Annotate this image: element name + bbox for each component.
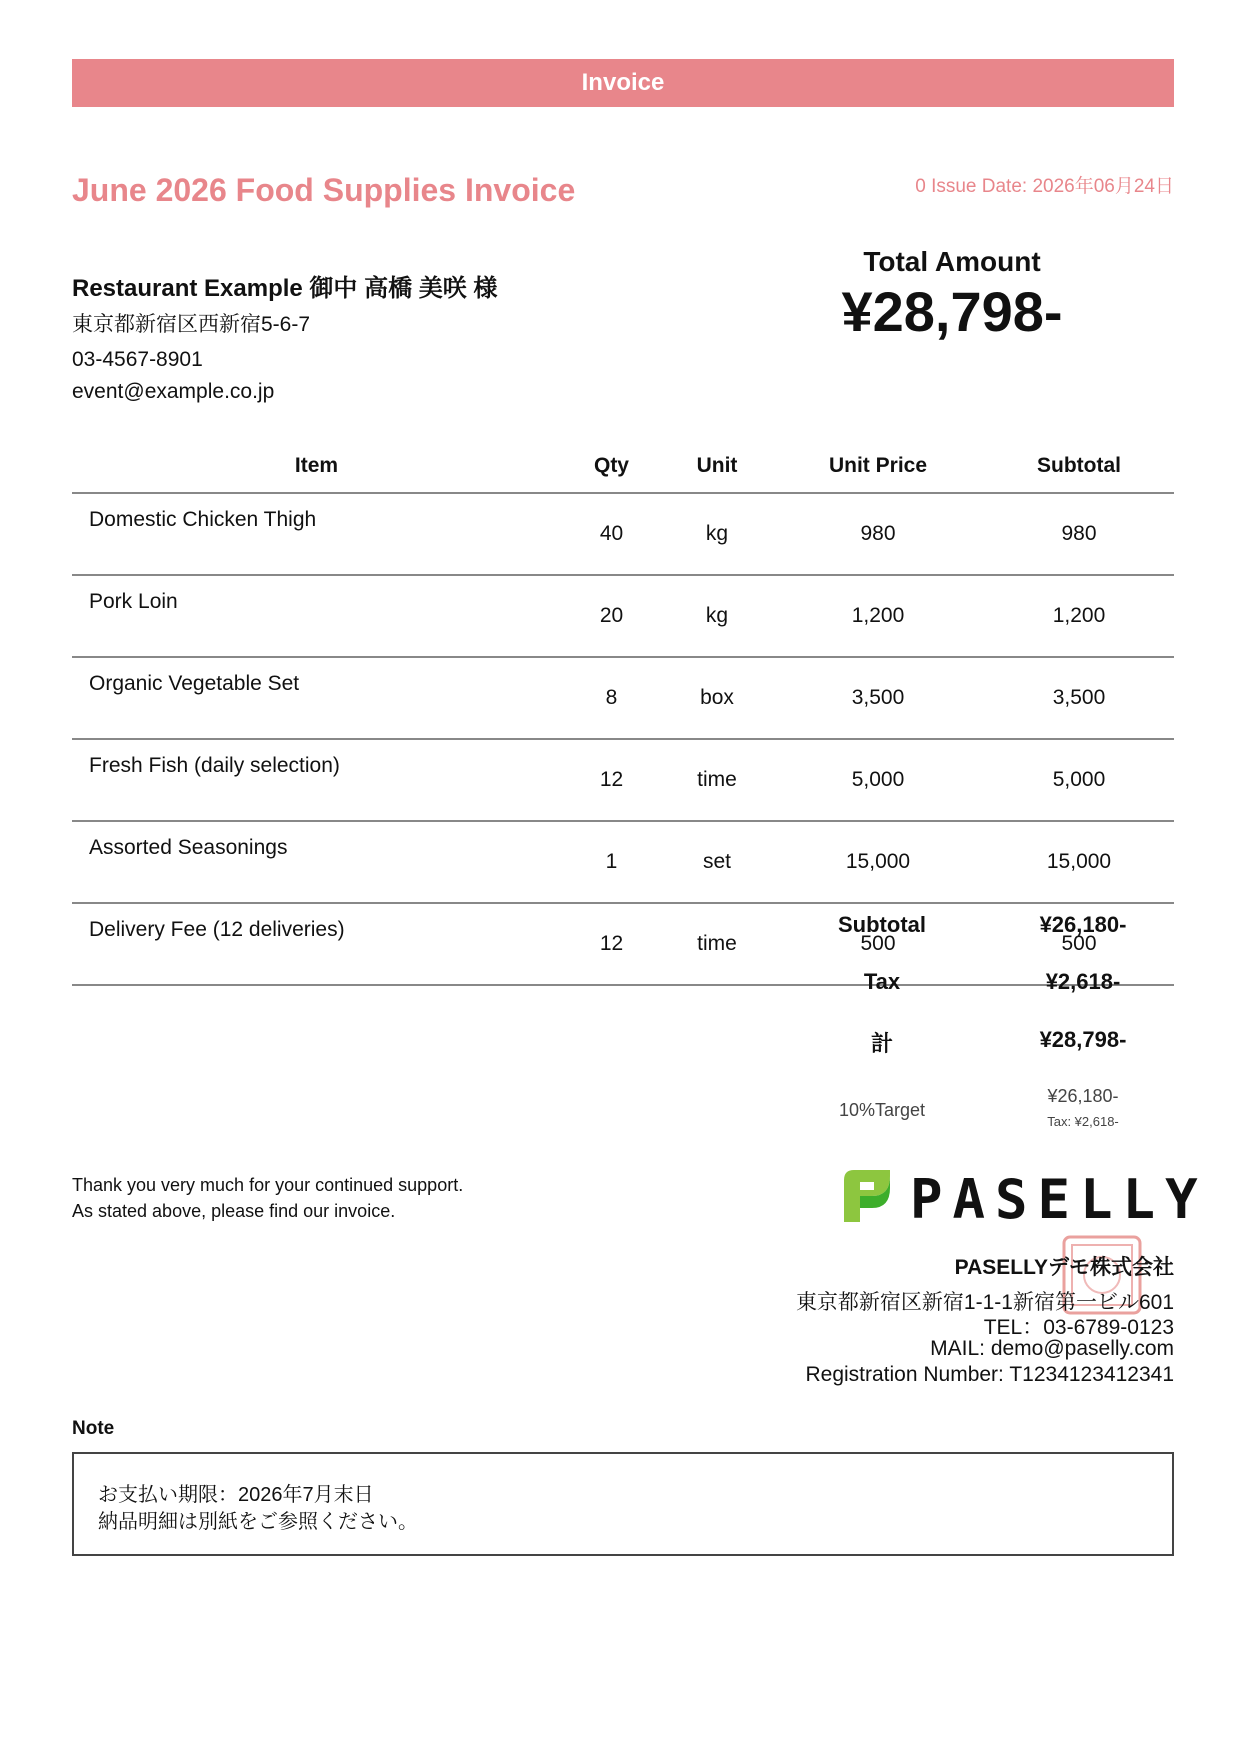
invoice-banner: Invoice — [72, 59, 1174, 107]
cell-unit: set — [662, 821, 772, 903]
table-row — [72, 493, 1174, 575]
company-mail: MAIL: demo@paselly.com — [930, 1337, 1174, 1360]
logo-cutout — [860, 1182, 874, 1190]
cell-qty: 12 — [561, 739, 662, 821]
header-unit-price: Unit Price — [772, 440, 984, 493]
cell-subtotal: 980 — [984, 493, 1174, 575]
cell-unit-price: 1,200 — [772, 575, 984, 657]
cell-unit-price: 3,500 — [772, 657, 984, 739]
company-name: PASELLYデモ株式会社 — [954, 1256, 1174, 1279]
cell-item: Fresh Fish (daily selection) — [72, 739, 561, 821]
tax-target-amount: ¥26,180- — [1047, 1086, 1119, 1106]
grand-total-value: ¥28,798- — [1039, 1027, 1127, 1052]
total-amount-label: Total Amount — [863, 246, 1041, 277]
cell-item: Delivery Fee (12 deliveries) — [72, 903, 561, 985]
tax-value: ¥2,618- — [1045, 969, 1121, 994]
cell-unit: kg — [662, 493, 772, 575]
cell-qty: 1 — [561, 821, 662, 903]
company-tel: TEL：03-6789-0123 — [983, 1316, 1174, 1339]
company-registration-number: Registration Number: T1234123412341 — [805, 1363, 1174, 1386]
issue-date: 0 Issue Date: 2026年06月24日 — [915, 176, 1174, 197]
subtotal-label: Subtotal — [838, 912, 926, 937]
recipient-name: Restaurant Example 御中 高橋 美咲 様 — [72, 275, 498, 302]
cell-qty: 8 — [561, 657, 662, 739]
recipient-address: 東京都新宿区西新宿5-6-7 — [72, 313, 311, 336]
table-row — [72, 575, 1174, 657]
cell-item: Assorted Seasonings — [72, 821, 561, 903]
note-line2: 納品明細は別紙をご参照ください。 — [98, 1511, 418, 1533]
header-unit: Unit — [662, 440, 772, 493]
total-amount-value: ¥28,798- — [841, 280, 1063, 343]
cell-item: Pork Loin — [72, 575, 561, 657]
tax-target-tax: Tax: ¥2,618- — [1047, 1114, 1119, 1129]
cell-subtotal: 500 — [984, 903, 1174, 985]
cell-unit: box — [662, 657, 772, 739]
cell-subtotal: 15,000 — [984, 821, 1174, 903]
thanks-message-line1: Thank you very much for your continued support. — [72, 1175, 464, 1195]
grand-total-label: 計 — [870, 1031, 893, 1056]
cell-unit: kg — [662, 575, 772, 657]
cell-item: Organic Vegetable Set — [72, 657, 561, 739]
tax-target-label: 10%Target — [838, 1100, 926, 1120]
table-header-row — [72, 440, 1174, 493]
recipient-email: event@example.co.jp — [72, 380, 275, 403]
header-subtotal: Subtotal — [984, 440, 1174, 493]
cell-unit-price: 15,000 — [772, 821, 984, 903]
cell-unit: time — [662, 739, 772, 821]
paselly-logo-icon — [838, 1166, 896, 1226]
cell-subtotal: 3,500 — [984, 657, 1174, 739]
note-line1: お支払い期限：2026年7月末日 — [98, 1484, 374, 1506]
table-row — [72, 657, 1174, 739]
company-address: 東京都新宿区新宿1-1-1新宿第一ビル601 — [795, 1291, 1174, 1314]
subtotal-value: ¥26,180- — [1039, 912, 1127, 937]
cell-unit: time — [662, 903, 772, 985]
paselly-logo-text: PASELLY — [910, 1168, 1208, 1231]
table-row — [72, 821, 1174, 903]
cell-unit-price: 5,000 — [772, 739, 984, 821]
header-item: Item — [72, 440, 561, 493]
cell-item: Domestic Chicken Thigh — [72, 493, 561, 575]
cell-unit-price: 500 — [772, 903, 984, 985]
cell-qty: 12 — [561, 903, 662, 985]
cell-unit-price: 980 — [772, 493, 984, 575]
items-table — [72, 440, 1174, 986]
header-qty: Qty — [561, 440, 662, 493]
cell-subtotal: 1,200 — [984, 575, 1174, 657]
table-row — [72, 739, 1174, 821]
document-title: June 2026 Food Supplies Invoice — [72, 172, 576, 208]
total-amount-block — [760, 246, 1144, 342]
cell-subtotal: 5,000 — [984, 739, 1174, 821]
cell-qty: 40 — [561, 493, 662, 575]
recipient-phone: 03-4567-8901 — [72, 348, 203, 371]
cell-qty: 20 — [561, 575, 662, 657]
thanks-message-line2: As stated above, please find our invoice. — [72, 1201, 396, 1221]
tax-label: Tax — [863, 969, 901, 994]
note-label: Note — [72, 1418, 115, 1439]
